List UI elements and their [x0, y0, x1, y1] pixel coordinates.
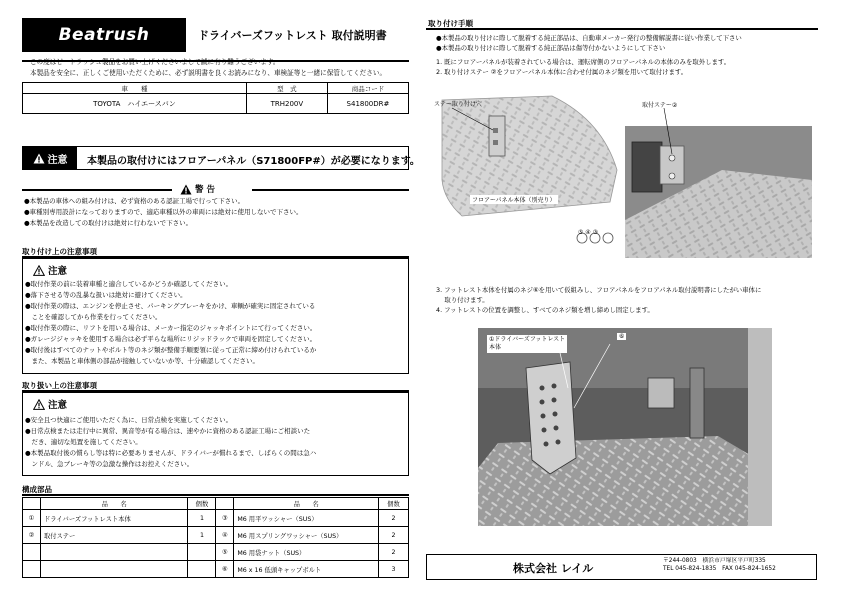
list-item: ●本製品の車体への組み付けは、必ず資格のある認証工場で行って下さい。 [24, 197, 245, 205]
intro-line: この度はビートラッシュ製品をお買い上げくださいまして誠に有り難うございます。 [30, 58, 280, 66]
list-item: だき、適切な処置を施してください。 [25, 438, 142, 446]
vehicle-table [22, 82, 409, 114]
procedure-step: 4. フットレストの位置を調整し、すべてのネジ類を増し締めし固定します。 [436, 306, 654, 314]
company-box [426, 554, 817, 580]
caution-triangle-icon [33, 399, 45, 410]
stay-hole-label: ステー取り付け穴 [434, 101, 482, 108]
handling-notes-title: 取り扱い上の注意事項 [22, 381, 97, 390]
header-code: 商品コード [327, 83, 408, 94]
procedure-steps-3-4 [436, 285, 761, 315]
list-item: ●取付作業の前に装着車種と適合しているかどうか確認してください。 [25, 280, 233, 288]
warning-triangle-icon [33, 153, 45, 164]
part-qty: 2 [379, 544, 409, 561]
part-name: 取付ステー [40, 527, 188, 544]
intro-text [30, 57, 386, 79]
vehicle-name: TOYOTA ハイエースバン [23, 94, 247, 114]
procedure-step: 1. 既にフロアーパネルが装着されている場合は、運転席側のフロアーパネルの本体のみを取外します。 [436, 58, 731, 66]
parts-header-qty: 個数 [379, 498, 409, 510]
floor-panel-stay-photo [432, 90, 812, 258]
caution-text: 本製品の取付けにはフロアーパネル（S71800FP#）が必要になります。 [87, 156, 420, 167]
list-item: ●取付作業の際に、リフトを用いる場合は、メーカー指定のジャッキポイントにて行ってください。 [25, 324, 317, 332]
warning-title: 警 告 [195, 185, 215, 195]
footrest-label [487, 335, 567, 353]
procedure-note: ●本製品の取り付けに際して脱着する純正部品は傷等付かないようにして下さい [436, 44, 666, 52]
part-name: ドライバーズフットレスト本体 [40, 510, 188, 527]
part-qty: 2 [379, 527, 409, 544]
list-item: ことを確認してから作業を行ってください。 [25, 313, 162, 321]
header-vehicle: 車 種 [23, 83, 247, 94]
vehicle-model: TRH200V [246, 94, 327, 114]
parts-table [22, 497, 409, 578]
floor-panel-installed [478, 436, 772, 526]
part-number: ③ [216, 510, 234, 527]
part-number [23, 544, 41, 561]
address-line: TEL 045-824-1835 FAX 045-824-1652 [663, 566, 776, 572]
caution-label-box [23, 147, 77, 169]
part-qty: 3 [379, 561, 409, 578]
footrest-label-line: 本体 [489, 344, 502, 351]
header-model: 型 式 [246, 83, 327, 94]
handling-notes-box [22, 392, 409, 476]
part-number [23, 561, 41, 578]
list-item: また、本製品と車体側の部品が接触していないか等、十分確認してください。 [25, 357, 259, 365]
part-number: ② [23, 527, 41, 544]
parts-header-qty: 個数 [188, 498, 216, 510]
stay-label: 取付ステー② [642, 102, 678, 109]
list-item: ●ガレージジャッキを使用する場合は必ず平らな場所にリジッドラックで車両を固定してください。 [25, 335, 317, 343]
list-item: ●安全且つ快適にご使用いただく為に、日常点検を実施してください。 [25, 416, 233, 424]
warning-heading [22, 183, 409, 196]
brake-pedal [648, 378, 674, 408]
stay-mount-area [489, 116, 505, 156]
caution-label: 注意 [47, 154, 68, 166]
procedure-title: 取り付け手順 [428, 19, 473, 28]
parts-header-name: 品 名 [40, 498, 188, 510]
install-notes-heading-text: 注意 [48, 266, 68, 277]
part-name: M6 用スプリングワッシャー（SUS） [234, 527, 379, 544]
part-name: M6 用袋ナット（SUS） [234, 544, 379, 561]
part-number: ⑥ [216, 561, 234, 578]
brand-logo: Beatrush [22, 18, 186, 52]
table-row [23, 527, 409, 544]
caution-triangle-icon [33, 265, 45, 276]
procedure-steps-1-2 [436, 57, 730, 77]
company-name: 株式会社 レイル [513, 562, 594, 575]
install-notes-list [25, 279, 316, 367]
parts-title: 構成部品 [22, 485, 52, 494]
handling-notes-heading-text: 注意 [48, 400, 68, 411]
part-number: ① [23, 510, 41, 527]
stay-bracket [632, 142, 662, 192]
warning-list [24, 196, 303, 229]
parts-col-no [23, 498, 41, 510]
install-notes-title: 取り付け上の注意事項 [22, 247, 97, 256]
document-title: ドライバーズフットレスト 取付説明書 [198, 29, 387, 42]
list-item: ●本製品取付後の慣らし等は特に必要ありませんが、ドライバーが慣れるまで、しばらくの間は急ハ [25, 449, 317, 457]
install-notes-heading [33, 263, 67, 277]
parts-header-name: 品 名 [234, 498, 379, 510]
part-qty [188, 544, 216, 561]
part-name: M6 x 16 低頭キャップボルト [234, 561, 379, 578]
product-code: S41800DR# [327, 94, 408, 114]
section-rule [426, 28, 818, 30]
warning-rule-left [22, 189, 172, 191]
table-row [23, 510, 409, 527]
hardware-label: ⑤ ④ ③ [578, 229, 598, 236]
bolt-icon [669, 173, 675, 179]
procedure-step: 取り付けます。 [436, 296, 489, 304]
caution-banner [22, 146, 420, 170]
part-name [40, 544, 188, 561]
table-row [23, 544, 409, 561]
footrest-label-line: ①ドライバーズフットレスト [489, 336, 566, 343]
handling-notes-heading [33, 397, 67, 411]
list-item: ●落下させる等の乱暴な扱いは絶対に避けてください。 [25, 291, 187, 299]
part-qty: 2 [379, 510, 409, 527]
procedure-note: ●本製品の取り付けに際して脱着する純正部品は、自動車メーカー発行の整備解説書に従い作業して下さい [436, 34, 742, 42]
stay-hole-marker [493, 128, 498, 133]
procedure-step: 2. 取り付けステー ②をフロアーパネル本体に合わせ付属のネジ類を用いて取付けます。 [436, 68, 688, 76]
procedure-notes [436, 33, 742, 53]
accelerator-pedal [690, 368, 704, 438]
stay-hole-marker [493, 140, 498, 145]
table-row [23, 561, 409, 578]
section-rule [22, 494, 409, 496]
part-qty [188, 561, 216, 578]
list-item: ●日常点検または走行中に異常、異音等が有る場合は、速やかに資格のある認証工場にご相談いた [25, 427, 311, 435]
flat-washer-icon [603, 233, 613, 243]
list-item: ●車種別専用設計になっておりますので、適応車種以外の車両には絶対に使用しないで下さい。 [24, 208, 303, 216]
part-name [40, 561, 188, 578]
part-number: ④ [216, 527, 234, 544]
list-item: ●取付作業の際は、エンジンを停止させ、パーキングブレーキをかけ、車輌が確実に固定されている [25, 302, 316, 310]
floor-panel-label: フロアーパネル本体（別売り） [472, 197, 556, 204]
install-notes-box [22, 258, 409, 374]
part-qty: 1 [188, 527, 216, 544]
door-sill [748, 328, 772, 526]
procedure-step: 3. フットレスト本体を付属のネジ⑥を用いて仮組みし、フロアパネルをフロアパネル取付説明書にしたがい車体に [436, 286, 762, 294]
footrest-body [526, 362, 576, 474]
bolt-icon [669, 155, 675, 161]
parts-col-no [216, 498, 234, 510]
warning-triangle-icon [180, 184, 192, 195]
handling-notes-list [25, 415, 316, 470]
part-name: M6 用平ワッシャー（SUS） [234, 510, 379, 527]
part-number: ⑤ [216, 544, 234, 561]
warning-rule-right [252, 189, 409, 191]
address-line: 〒244-0803 横浜市戸塚区平戸町335 [663, 558, 766, 564]
list-item: ●取付後はすべてのナットやボルト等のネジ類が整備手順要領に従って正常に締め付けられているか [25, 346, 317, 354]
intro-line: 本製品を安全に、正しくご使用いただくために、必ず説明書を良くお読みになり、車検証等と一緒に保管してください。 [30, 69, 387, 77]
list-item: ンドル、急ブレーキ等の急激な操作はお控えください。 [25, 460, 194, 468]
list-item: ●本製品を改造しての取付けは絶対に行わないで下さい。 [24, 219, 193, 227]
company-address [663, 557, 776, 573]
part-qty: 1 [188, 510, 216, 527]
screw-label: ⑥ [619, 333, 625, 340]
installed-footrest-photo [478, 328, 772, 526]
